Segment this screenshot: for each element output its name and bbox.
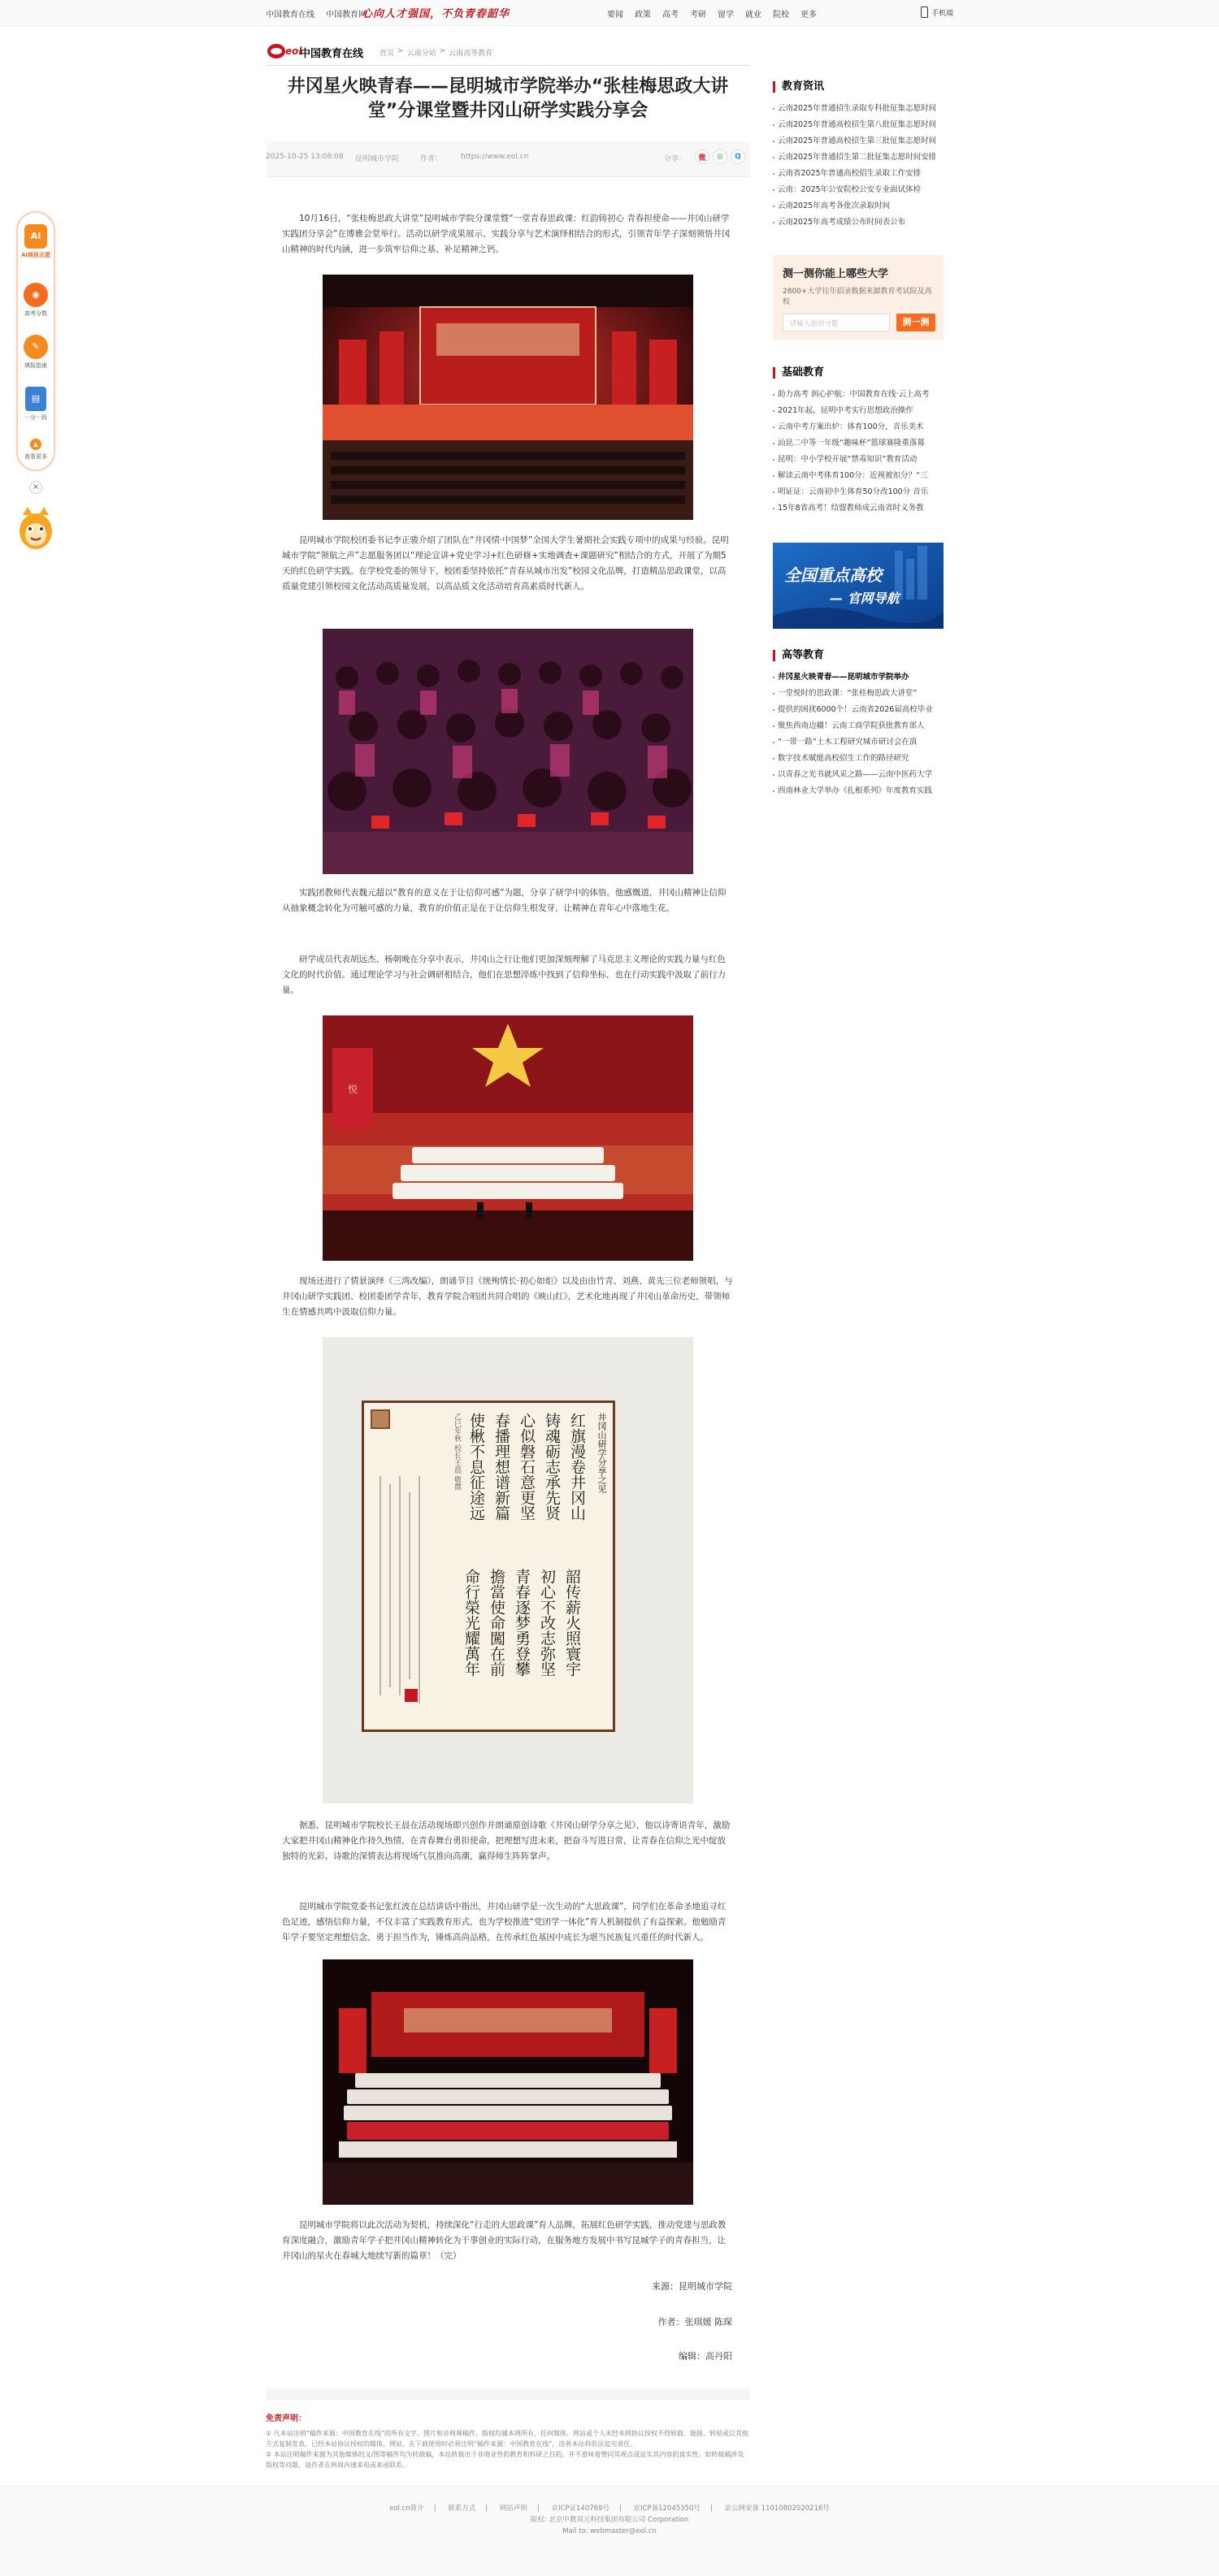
audience-photo xyxy=(323,629,693,874)
footer-sep: | xyxy=(709,2505,713,2513)
rank-icon: ▲ xyxy=(30,439,41,450)
list-item[interactable]: 云南2025年普通招生录取专科批征集志愿时间 xyxy=(773,101,953,117)
top-nav xyxy=(607,0,828,26)
list-item[interactable]: 昆明：中小学校开展“禁毒知识”教育活动 xyxy=(773,452,953,468)
calligraphy-column: 心似磐石意更坚 xyxy=(518,1413,536,1521)
divider xyxy=(266,65,750,66)
article-paragraph: 昆明城市学院党委书记张红波在总结讲话中指出，井冈山研学是一次生动的“大思政课”，同学们在革命圣地追寻红色足迹，感悟信仰力量，不仅丰富了实践教育形式，也为学校推进“党团学一体化”育人机制提供了有益探索。他勉励青年学子要坚定理想信念、勇于担当作为，锤炼高尚品格，在传承红色基因中成长为堪当民族复兴重任的时代新人。 xyxy=(282,1902,727,1942)
footer-sep: | xyxy=(618,2505,622,2513)
ai-volunteer-icon: AI xyxy=(24,224,47,249)
breadcrumb xyxy=(380,47,496,58)
key-universities-banner[interactable] xyxy=(773,543,944,629)
footer-link[interactable]: eol.cn简介 xyxy=(389,2505,424,2513)
calligraphy-column: 初心不改志弥坚 xyxy=(538,1569,556,1677)
top-link-edu[interactable]: 中国教育网 xyxy=(326,10,367,19)
sidebar-higher-edu xyxy=(773,650,953,799)
auditorium-stage-photo xyxy=(323,275,693,520)
floater-label: 填报指南 xyxy=(24,362,47,369)
article-editor-line: 编辑：高丹阳 xyxy=(679,2351,732,2362)
sidebar-section-title: 教育资讯 xyxy=(773,81,953,93)
article-url[interactable]: https://www.eol.cn xyxy=(461,153,529,161)
article-date: 2025-10-25 13:08:08 xyxy=(266,153,344,161)
nav-item[interactable]: 院校 xyxy=(773,10,789,19)
list-item[interactable]: 井冈星火映青春——昆明城市学院举办 xyxy=(773,669,953,686)
list-item[interactable]: 一堂悦时的思政课：“张桂梅思政大讲堂” xyxy=(773,686,953,702)
mobile-link[interactable] xyxy=(921,6,953,18)
floating-tools-panel xyxy=(16,211,55,471)
floater-label: 一分一段 xyxy=(24,414,47,421)
article-author-line: 作者：张琪媛 陈琛 xyxy=(657,2317,732,2327)
list-item[interactable]: 2021年起，昆明中考实行思想政治操作 xyxy=(773,403,953,419)
calligraphy-column: 韶传薪火照寰宇 xyxy=(563,1569,581,1677)
group-photo xyxy=(323,1959,693,2205)
score-input[interactable]: 请输入您的分数 xyxy=(783,314,890,331)
nav-item[interactable]: 留学 xyxy=(718,10,734,19)
calligraphy-poem-photo xyxy=(323,1337,693,1803)
breadcrumb-sep: > xyxy=(397,47,404,55)
disclaimer-line: ② 本站注明稿件来源为其他媒体的文/图等稿件均为转载稿，本站转载出于非商业性的教育和科研之目的，并不意味着赞同其观点或证实其内容的真实性。如转载稿涉及版权等问题，请作者在两周内速来电或来函联系。 xyxy=(266,2451,744,2469)
floater-admission[interactable] xyxy=(18,387,54,422)
footer-link[interactable]: 联系方式 xyxy=(448,2505,476,2513)
article-paragraph: 据悉，昆明城市学院校长王晨在活动现场即兴创作并朗诵原创诗歌《井冈山研学分享之见》，他以诗寄语青年，激励大家把井冈山精神化作持久热情，在青春舞台勇担使命，把理想写进未来，把奋斗写进日常，让青春在信仰之光中绽放独特的光彩。诗歌的深情表达将现场气氛推向高潮，赢得师生阵阵掌声。 xyxy=(282,1821,731,1861)
article-paragraph: 昆明城市学院将以此次活动为契机，持续深化“行走的大思政课”育人品牌，拓展红色研学实践，推动党建与思政教育深度融合，激励青年学子把井冈山精神转化为干事创业的实际行动，在服务地方发展中书写昆城学子的青春担当，让井冈山的星火在春城大地续写新的篇章！（完） xyxy=(282,2220,727,2261)
breadcrumb-home[interactable]: 首页 xyxy=(380,50,395,58)
article-title: 井冈星火映青春——昆明城市学院举办“张桂梅思政大讲堂”分课堂暨井冈山研学实践分享会 xyxy=(287,76,729,121)
sidebar-news xyxy=(773,81,953,231)
sidebar-section-title: 高等教育 xyxy=(773,650,953,661)
article-paragraph: 研学成员代表胡远杰、杨朝晚在分享中表示，井冈山之行让他们更加深刻理解了马克思主义理论的实践力量与红色文化的时代价值。通过理论学习与社会调研相结合，他们在思想淬炼中找到了信仰坐标，也在行动实践中汲取了前行力量。 xyxy=(282,955,726,995)
sidebar-section-title: 基础教育 xyxy=(773,367,953,379)
calligraphy-text-lower xyxy=(445,1569,600,1723)
list-item[interactable]: 西南林业大学举办《扎根系列》年度教育实践 xyxy=(773,783,953,799)
list-item[interactable]: 云南2025年普通高校招生第八批征集志愿时间 xyxy=(773,117,953,133)
eol-logo-icon: eol xyxy=(267,44,298,60)
list-item[interactable]: 云南2025年普通高校招生第三批征集志愿时间 xyxy=(773,133,953,149)
footer-sep: | xyxy=(433,2505,436,2513)
nav-item[interactable]: 要闻 xyxy=(607,10,623,19)
list-item[interactable]: 解读云南中考体育100分：近视被扣分？“三 xyxy=(773,468,953,484)
top-slogan: 心向人才强国，不负青春韶华 xyxy=(362,8,510,20)
footer-mail[interactable]: Mail to: webmaster@eol.cn xyxy=(562,2527,657,2535)
svg-text:悦: 悦 xyxy=(347,1084,358,1095)
college-test-icon: ◉ xyxy=(24,283,48,307)
footer-link[interactable]: 网站声明 xyxy=(499,2505,527,2513)
top-bar xyxy=(0,0,1219,26)
calligraphy-column: 红旗漫卷井冈山 xyxy=(568,1413,586,1521)
nav-item[interactable]: 就业 xyxy=(745,10,761,19)
list-item[interactable]: 以青春之光书就风采之路——云南中医药大学 xyxy=(773,767,953,783)
quiz-submit-button[interactable]: 测一测 xyxy=(896,314,935,331)
article-paragraph: 实践团教师代表魏元超以“教育的意义在于让信仰可感”为题，分享了研学中的体悟。他感慨道，井冈山精神让信仰从抽象概念转化为可触可感的力量，教育的价值正是在于让信仰生根发芽，让精神在青年心中落地生花。 xyxy=(282,888,727,913)
calligraphy-column: 擔當使命闖在前 xyxy=(488,1569,505,1677)
article-author-label: 作者： xyxy=(420,155,443,163)
footer-link[interactable]: 京公网安备 11010802020216号 xyxy=(724,2505,830,2513)
list-item[interactable]: 云南：2025年公安院校公安专业面试体检 xyxy=(773,182,953,198)
share-label: 分享： xyxy=(664,155,687,163)
article-paragraph: 10月16日，“张桂梅思政大讲堂”昆明城市学院分课堂暨“一堂青春思政课：红韵铸初心 青春担使命——井冈山研学实践团分享会”在博雅会堂举行。活动以研学成果展示、实践分享与艺术演绎相结合的形式，引领青年学子深刻领悟井冈山精神的时代内涵，进一步筑牢信仰之基、补足精神之钙。 xyxy=(282,214,731,254)
list-item[interactable]: “一带一路”土木工程研究城市研讨会在滇 xyxy=(773,734,953,751)
admission-icon: ▤ xyxy=(25,387,46,411)
calligraphy-column: 铸魂砺志承先贤 xyxy=(543,1413,561,1521)
article-paragraph: 现场还进行了情景演绎《三湾改编》，朗诵节目《统殉情长·初心如炬》以及由由竹青、刘燕、黄先三位老师领唱，与井冈山研学实践团、校团委团学青年，教育学院合唱团共同合唱的《映山红》，艺术化地再现了井冈山革命历史，带领师生在情感共鸣中汲取信仰力量。 xyxy=(282,1276,733,1317)
floater-rank[interactable] xyxy=(18,439,54,461)
calligraphy-column: 命行榮光耀萬年 xyxy=(462,1569,480,1677)
nav-item[interactable]: 高考 xyxy=(662,10,679,19)
article-source: 昆明城市学院 xyxy=(355,155,400,163)
floater-college-test[interactable] xyxy=(18,283,54,318)
quiz-subtitle: 2800+大学往年招录数据来源教育考试院及高校 xyxy=(783,288,932,306)
sidebar-basic-edu xyxy=(773,367,953,517)
wechat-icon[interactable]: ◎ xyxy=(713,149,727,164)
weibo-icon[interactable]: 微 xyxy=(695,149,709,164)
list-item[interactable]: 明证证：云南初中生体育50分改100分 音乐 xyxy=(773,484,953,500)
floater-label: 高考分数 xyxy=(24,310,47,317)
list-item[interactable]: 15年8省高考！结盟教师成云南省时义务教 xyxy=(773,500,953,517)
calligraphy-column: 春播理想谱新篇 xyxy=(492,1413,510,1521)
footer-link[interactable]: 京ICP证140769号 xyxy=(551,2505,610,2513)
choir-stage-photo xyxy=(323,1015,693,1261)
footer-sep: | xyxy=(485,2505,488,2513)
qq-icon[interactable]: Q xyxy=(731,149,745,164)
mobile-phone-icon xyxy=(921,6,928,18)
close-icon: × xyxy=(32,483,40,491)
list-item[interactable]: 数字技术赋能高校招生工作的路径研究 xyxy=(773,751,953,767)
calligraphy-column: 青春逐梦勇登攀 xyxy=(513,1569,531,1677)
brand-name: 中国教育在线 xyxy=(300,47,364,60)
list-item[interactable]: 云南2025年普通招生第二批征集志愿时间安排 xyxy=(773,149,953,166)
article-source-line: 来源：昆明城市学院 xyxy=(652,2281,732,2292)
disclaimer-line: ① 凡本站注明“稿件来源：中国教育在线”的所有文字、图片和音视频稿件，版权均属本网所有，任何媒体、网站或个人未经本网协议授权不得转载、链接、转贴或以其他方式复制发表。已经本站协议授权的媒体、网站，在下载使用时必须注明“稿件来源：中国教育在线”，违者本站将依法追究责任。 xyxy=(266,2430,748,2448)
list-item[interactable]: 云南2025年高考各批次录取时间 xyxy=(773,198,953,214)
breadcrumb-yunnan[interactable]: 云南分站 xyxy=(406,50,436,58)
list-item[interactable]: 助力高考 润心护航：中国教育在线·云上高考 xyxy=(773,387,953,403)
list-item[interactable]: 汕昆二中等一年级“趣味杯”篮球赛隆重落幕 xyxy=(773,435,953,452)
floater-ai-volunteer[interactable] xyxy=(18,224,54,259)
floater-label: 查看更多 xyxy=(24,453,47,460)
footer-links xyxy=(266,2503,953,2514)
footer xyxy=(0,2486,1219,2576)
disclaimer-title: 免责声明： xyxy=(266,2414,306,2423)
volunteer-icon: ✎ xyxy=(24,335,48,359)
calligraphy-column: 使楸不息征途远 xyxy=(467,1413,485,1521)
floater-volunteer[interactable] xyxy=(18,335,54,370)
nav-item[interactable]: 考研 xyxy=(690,10,706,19)
list-item[interactable]: 提供的困扰6000个！云南省2026届高校毕业 xyxy=(773,702,953,718)
footer-sep: | xyxy=(536,2505,540,2513)
mascot-icon[interactable] xyxy=(15,502,57,552)
quiz-title: 测一测你能上哪些大学 xyxy=(783,268,889,280)
breadcrumb-sep: > xyxy=(439,47,446,55)
floater-label: AI填报志愿 xyxy=(20,252,51,258)
mobile-label: 手机端 xyxy=(931,9,953,18)
floater-close-button[interactable] xyxy=(29,481,42,494)
banner-line1: 全国重点高校 xyxy=(784,565,882,585)
list-item[interactable]: 云南中考方案出炉：体育100分，音乐美术 xyxy=(773,419,953,435)
calligraphy-heading: 井冈山研学分享之见 xyxy=(596,1413,607,1493)
disclaimer xyxy=(266,2411,750,2470)
list-item[interactable]: 云南2025年高考成绩公布时间表公布 xyxy=(773,214,953,231)
footer-company: 版权: 北京中教双元科技集团有限公司 Corporation xyxy=(530,2516,689,2524)
top-link-eol[interactable]: 中国教育在线 xyxy=(266,10,315,19)
college-quiz-card xyxy=(773,255,944,340)
site-brand[interactable] xyxy=(267,44,363,60)
banner-line2: — 官网导航 xyxy=(830,591,900,606)
divider xyxy=(266,2388,750,2400)
list-item[interactable]: 云南省2025年普通高校招生录取工作安排 xyxy=(773,166,953,182)
article-meta xyxy=(266,141,750,177)
article-paragraph: 昆明城市学院校团委书记李正骏介绍了团队在“井冈情·中国梦”全国大学生暑期社会实践专项中的成果与经验。昆明城市学院“领航之声”志愿服务团以“理论宣讲+党史学习+红色研修+实地调查+课题研究”相结合的方式，开展了为期5天的红色研学实践。在学校党委的领导下，校团委坚持依托“青春从城市出发”校园文化品牌，打造精品思政课堂，以高质量党建引领校园文化活动高质量发展，以高品质文化活动培育高素质时代新人。 xyxy=(282,535,729,591)
nav-item-more[interactable]: 更多 xyxy=(800,10,817,19)
nav-item[interactable]: 政策 xyxy=(635,10,651,19)
calligraphy-signature: 乙巳年秋 校长王晨 敬撰 xyxy=(453,1413,461,1491)
list-item[interactable]: 聚焦西南边疆！云南工商学院获批教育部人 xyxy=(773,718,953,734)
footer-link[interactable]: 京ICP备12045350号 xyxy=(633,2505,701,2513)
breadcrumb-higher-edu[interactable]: 云南高等教育 xyxy=(449,50,493,58)
